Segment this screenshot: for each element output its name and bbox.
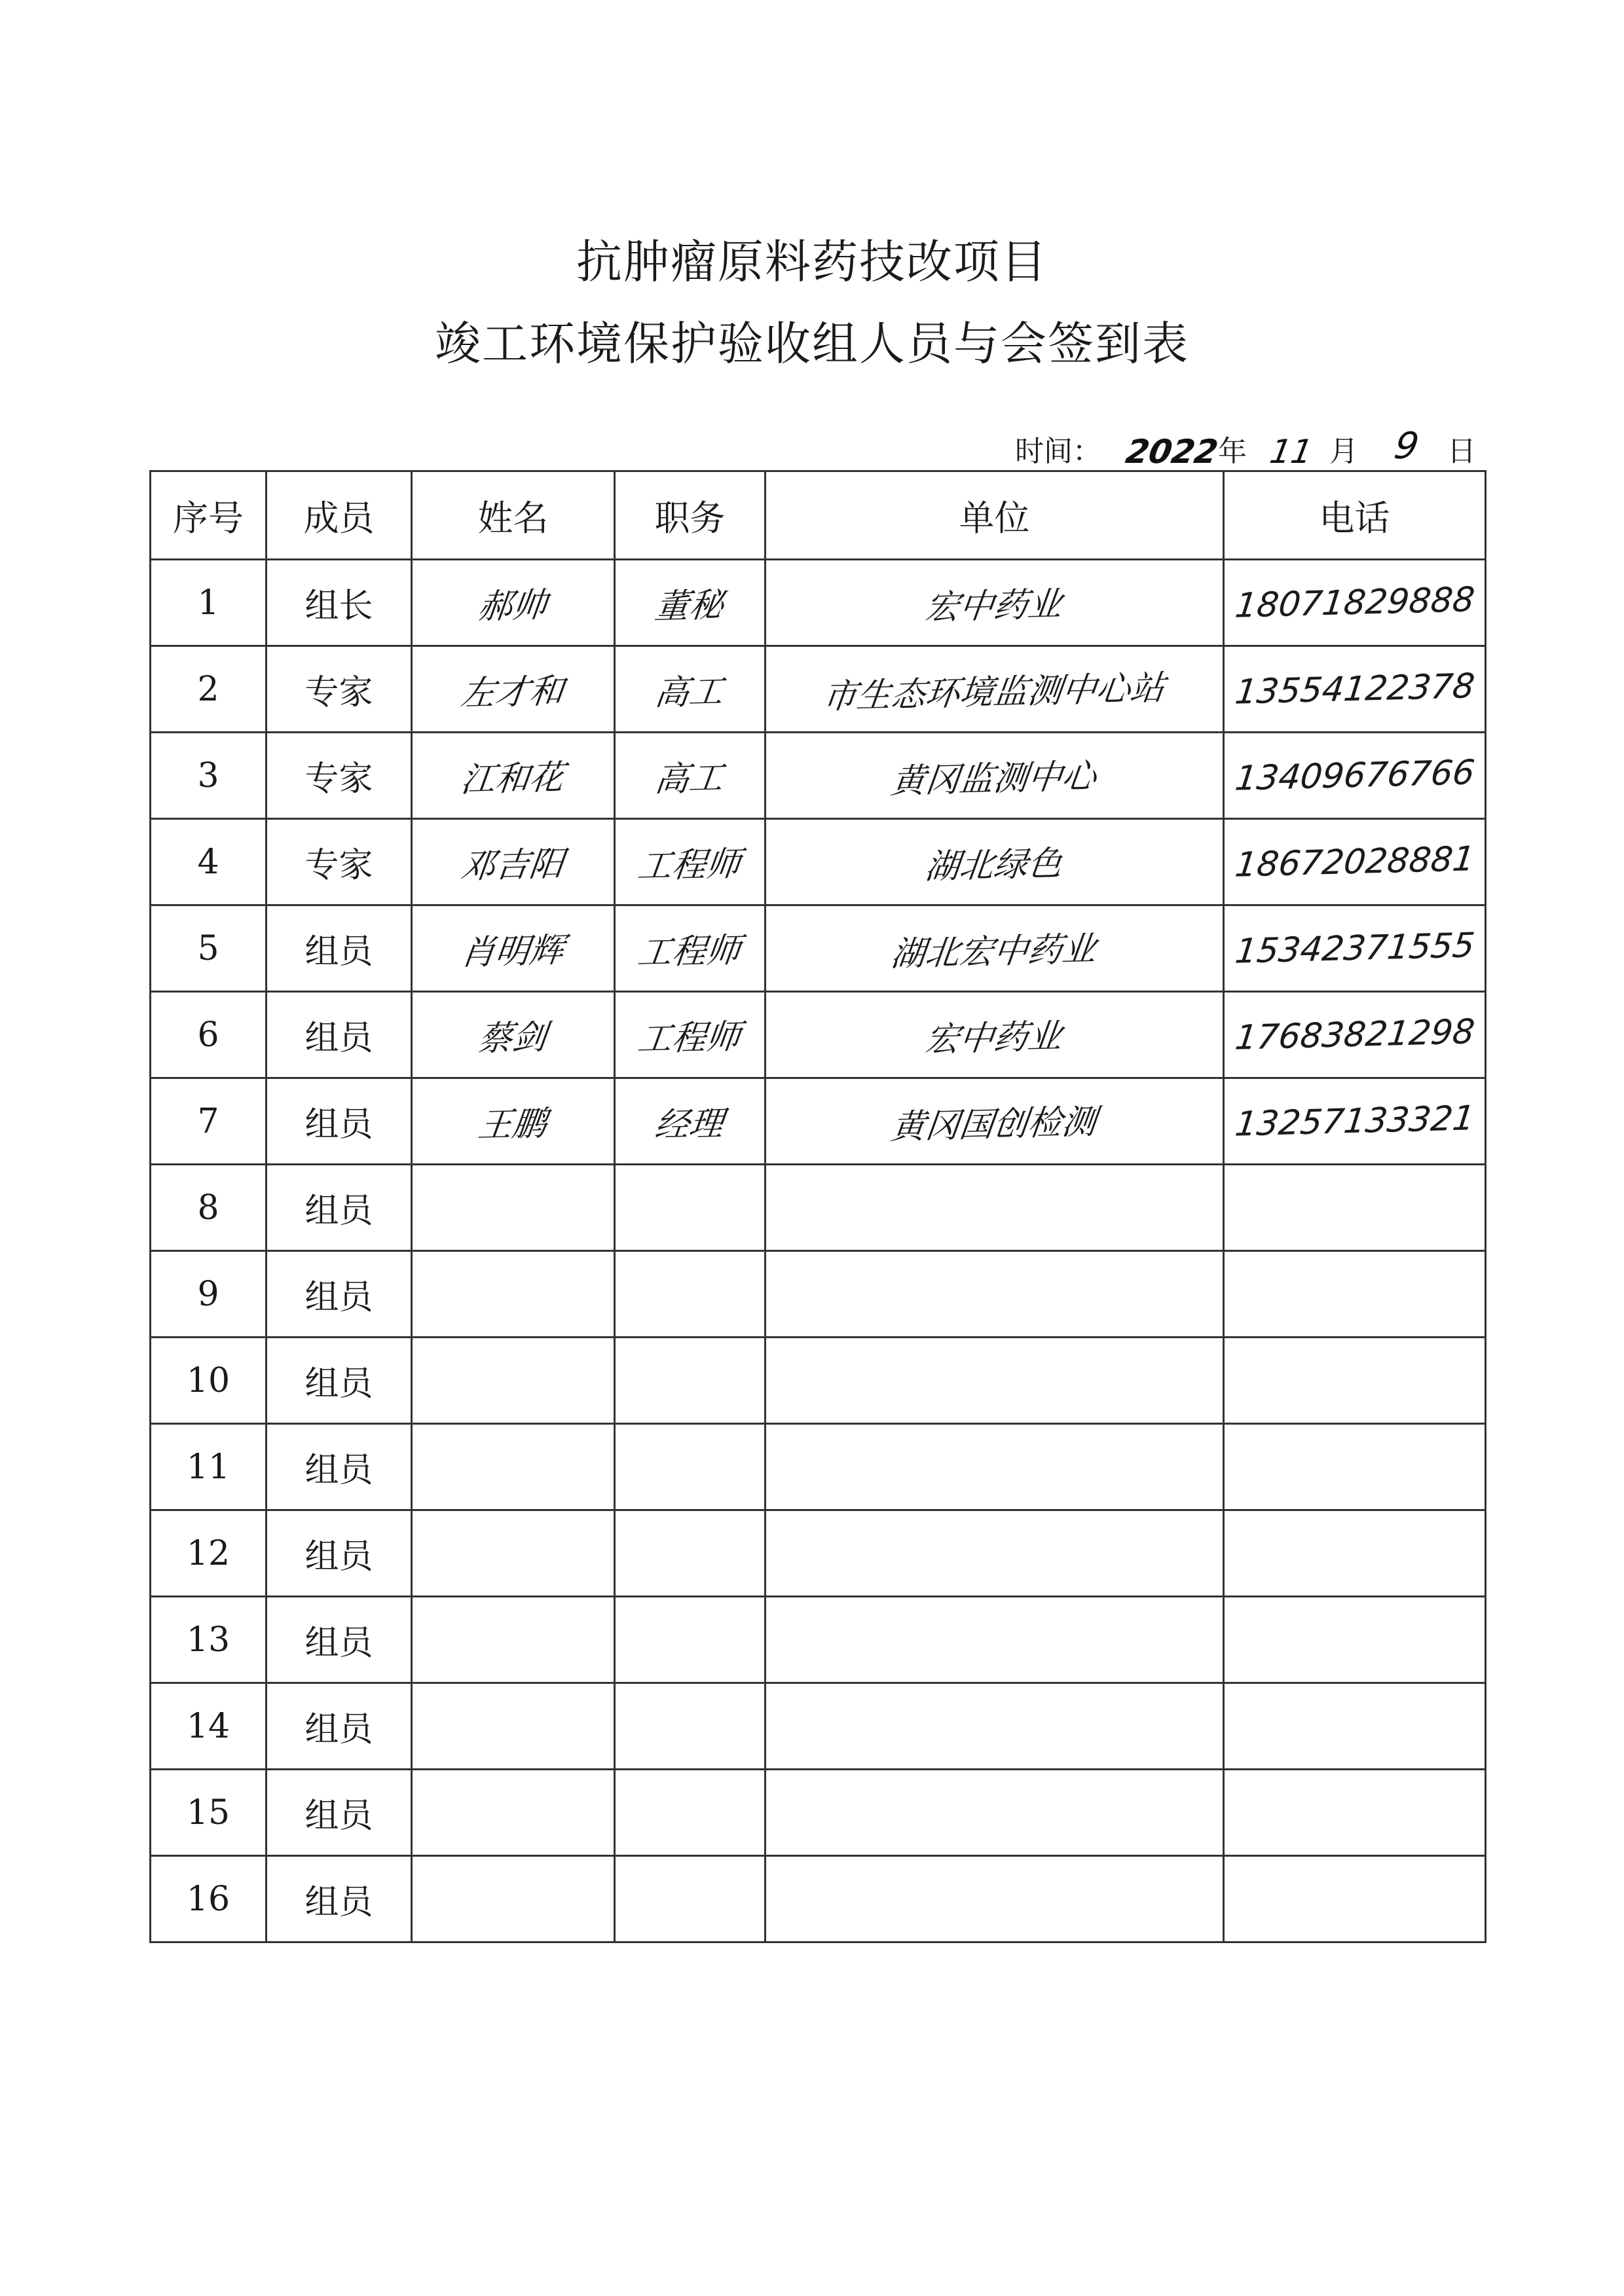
cell-title [615,1078,766,1165]
cell-phone-text: 13409676766 [1232,752,1477,799]
header-phone: 电话 [1224,471,1486,560]
cell-no: 7 [151,1078,267,1165]
cell-phone [1224,1078,1486,1165]
sign-in-table [149,470,1486,1943]
cell-title [615,1338,766,1424]
cell-title [615,1683,766,1770]
cell-member: 组员 [267,1338,412,1424]
cell-name-signature-text: 蔡剑 [476,1017,549,1059]
cell-title [615,1770,766,1856]
cell-title [615,1424,766,1510]
cell-unit [766,733,1224,819]
cell-title-text: 高工 [653,672,726,714]
cell-no: 1 [151,560,267,646]
date-month: 11 [1266,433,1316,471]
cell-phone-text: 15342371555 [1232,925,1477,972]
cell-member: 组员 [267,1424,412,1510]
cell-no: 9 [151,1251,267,1338]
cell-name-signature-text: 肖明辉 [459,930,566,974]
table-row [151,646,1486,733]
cell-unit-text: 黄冈国创检测 [889,1102,1099,1148]
header-title: 职务 [615,471,766,560]
cell-unit [766,1683,1224,1770]
cell-name-signature [412,1856,615,1942]
cell-no: 15 [151,1770,267,1856]
header-unit: 单位 [766,471,1224,560]
cell-name-signature [412,1338,615,1424]
header-member: 成员 [267,471,412,560]
table-row [151,1424,1486,1510]
cell-name-signature [412,1424,615,1510]
cell-phone [1224,1510,1486,1597]
cell-unit-text: 湖北绿色 [923,844,1065,887]
document-title-line2: 竣工环境保护验收组人员与会签到表 [435,317,1189,371]
cell-title [615,819,766,905]
cell-member: 组员 [267,1165,412,1251]
cell-unit [766,1251,1224,1338]
cell-title-text: 工程师 [636,1017,743,1060]
cell-unit [766,1510,1224,1597]
cell-name-signature-text: 江和花 [459,757,566,801]
cell-phone [1224,1597,1486,1683]
cell-name-signature-text: 郝帅 [476,585,549,627]
cell-phone [1224,819,1486,905]
cell-unit [766,1338,1224,1424]
cell-unit [766,905,1224,992]
cell-name-signature [412,733,615,819]
cell-no: 14 [151,1683,267,1770]
cell-no: 12 [151,1510,267,1597]
cell-title-text: 董秘 [653,585,726,627]
cell-no: 8 [151,1165,267,1251]
cell-unit-text: 黄冈监测中心 [889,756,1099,802]
cell-member: 组员 [267,905,412,992]
cell-unit [766,1078,1224,1165]
cell-name-signature [412,560,615,646]
cell-unit-text: 市生态环境监测中心站 [821,668,1168,717]
cell-phone [1224,1770,1486,1856]
table-row [151,1338,1486,1424]
cell-phone [1224,1683,1486,1770]
date-day: 9 [1391,425,1422,467]
cell-name-signature [412,1165,615,1251]
cell-member: 组员 [267,992,412,1078]
cell-phone-text: 13257133321 [1232,1098,1477,1144]
cell-unit [766,1770,1224,1856]
cell-title [615,905,766,992]
cell-name-signature [412,1683,615,1770]
cell-name-signature-text: 王鹏 [476,1104,549,1146]
cell-phone [1224,1338,1486,1424]
table-row [151,733,1486,819]
table-row [151,1510,1486,1597]
cell-member: 组员 [267,1683,412,1770]
cell-member: 专家 [267,733,412,819]
cell-unit [766,1165,1224,1251]
table-row [151,1251,1486,1338]
cell-name-signature [412,992,615,1078]
cell-name-signature [412,819,615,905]
cell-title [615,733,766,819]
header-no: 序号 [151,471,267,560]
cell-name-signature-text: 左才和 [459,671,566,714]
cell-member: 组员 [267,1856,412,1942]
cell-name-signature [412,1510,615,1597]
table-body [151,560,1486,1942]
cell-unit [766,1597,1224,1683]
cell-phone [1224,1251,1486,1338]
cell-title-text: 工程师 [636,930,743,974]
cell-title-text: 高工 [653,758,726,800]
cell-name-signature [412,1597,615,1683]
cell-phone [1224,1856,1486,1942]
cell-unit-text: 宏中药业 [923,585,1065,628]
cell-no: 16 [151,1856,267,1942]
cell-member: 专家 [267,819,412,905]
cell-member: 组员 [267,1770,412,1856]
document-title-line1: 抗肿瘤原料药技改项目 [576,235,1048,289]
cell-member: 专家 [267,646,412,733]
table-row [151,1165,1486,1251]
cell-no: 3 [151,733,267,819]
date-day-unit: 日 [1447,435,1476,468]
cell-no: 6 [151,992,267,1078]
cell-title [615,560,766,646]
cell-member: 组员 [267,1251,412,1338]
cell-title-text: 经理 [653,1104,726,1146]
date-month-unit: 月 [1329,435,1358,468]
cell-phone [1224,733,1486,819]
cell-no: 4 [151,819,267,905]
cell-unit-text: 宏中药业 [923,1017,1065,1060]
table-row [151,905,1486,992]
cell-name-signature [412,1770,615,1856]
cell-unit [766,992,1224,1078]
table-row [151,992,1486,1078]
cell-phone [1224,905,1486,992]
cell-member: 组员 [267,1597,412,1683]
cell-phone [1224,1424,1486,1510]
cell-unit-text: 湖北宏中药业 [889,929,1099,975]
cell-name-signature-text: 邓吉阳 [459,844,566,887]
table-row [151,819,1486,905]
cell-name-signature [412,646,615,733]
cell-no: 13 [151,1597,267,1683]
cell-name-signature [412,1251,615,1338]
cell-title [615,1856,766,1942]
header-name: 姓名 [412,471,615,560]
cell-member: 组员 [267,1078,412,1165]
cell-title-text: 工程师 [636,844,743,887]
table-row [151,1078,1486,1165]
table-row [151,1683,1486,1770]
table-row [151,1597,1486,1683]
cell-no: 11 [151,1424,267,1510]
cell-phone [1224,992,1486,1078]
cell-phone [1224,646,1486,733]
cell-unit [766,560,1224,646]
cell-phone [1224,560,1486,646]
table-row [151,560,1486,646]
cell-member: 组员 [267,1510,412,1597]
cell-no: 2 [151,646,267,733]
cell-unit [766,1424,1224,1510]
date-year-unit: 年 [1218,435,1247,468]
cell-title [615,1597,766,1683]
cell-unit [766,646,1224,733]
cell-title [615,1165,766,1251]
cell-title [615,646,766,733]
date-year: 2022 [1122,433,1221,471]
cell-phone [1224,1165,1486,1251]
table-row [151,1856,1486,1942]
table-header-row [151,471,1486,560]
cell-member: 组长 [267,560,412,646]
cell-title [615,1251,766,1338]
cell-no: 5 [151,905,267,992]
date-line [1002,425,1490,471]
cell-no: 10 [151,1338,267,1424]
cell-unit [766,1856,1224,1942]
cell-name-signature [412,905,615,992]
cell-phone-text: 18071829888 [1232,579,1477,626]
table-row [151,1770,1486,1856]
date-label: 时间： [1015,435,1101,468]
cell-title [615,992,766,1078]
cell-title [615,1510,766,1597]
cell-unit [766,819,1224,905]
cell-phone-text: 17683821298 [1232,1011,1477,1058]
cell-phone-text: 18672028881 [1232,839,1477,885]
cell-name-signature [412,1078,615,1165]
cell-phone-text: 13554122378 [1232,666,1477,712]
